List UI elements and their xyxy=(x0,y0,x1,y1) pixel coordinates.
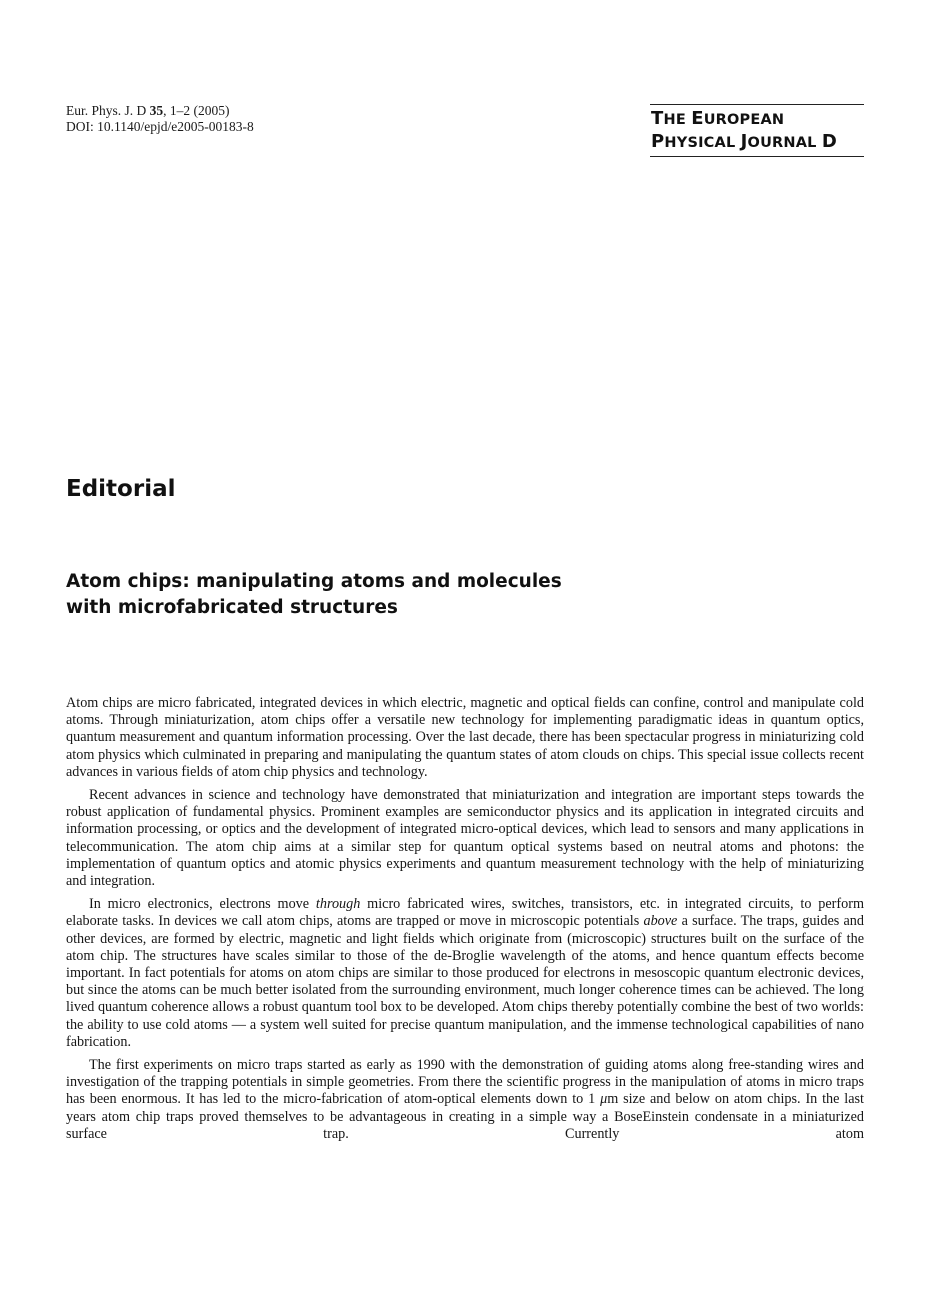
paragraph-1: Atom chips are micro fabricated, integrated devices in which electric, magnetic and optical fields can confine, control and manipulate cold atoms. Through miniaturization, atom chips offer a versatile new technology for implementing paradigmatic ideas in quantum optics, quantum measurement and quantum information processing. Over the last decade, there has been spectacular progress in miniaturizing cold atom physics which culminated in preparing and manipulating the quantum states of atom clouds on chips. This special issue collects recent advances in various fields of atom chip physics and technology. xyxy=(66,695,864,780)
paragraph-3: In micro electronics, electrons move through micro fabricated wires, switches, transistors, etc. in integrated circuits, to perform elaborate tasks. In devices we call atom chips, atoms are trapped or move in microscopic potentials above a surface. The traps, guides and other devices, are formed by electric, magnetic and light fields which originate from (microscopic) structures built on the surface of the atom chip. The structures have scales similar to those of the de-Broglie wavelength of the atoms, and hence quantum effects become important. In fact potentials for atoms on atom chips are similar to those produced for electrons in mesoscopic quantum electronic devices, but since the atoms can be much better isolated from the surrounding environment, much longer coherence times can be achieved. The long lived quantum coherence allows a robust quantum tool box to be developed. Atom chips thereby potentially combine the best of two worlds: the ability to use cold atoms — a system well suited for precise quantum manipulation, and the immense technological capabilities of nano fabrication. xyxy=(66,896,864,1050)
journal-mark-line-2: PHYSICAL JOURNAL D xyxy=(651,131,838,152)
citation-journal: Eur. Phys. J. D xyxy=(66,103,147,118)
journal-logo-mark xyxy=(650,104,864,157)
article-title xyxy=(66,569,562,621)
doi-line: DOI: 10.1140/epjd/e2005-00183-8 xyxy=(66,119,254,134)
article-title-line-1: Atom chips: manipulating atoms and molecules xyxy=(66,571,562,592)
article-title-line-2: with microfabricated structures xyxy=(66,597,398,618)
journal-mark-line-1: THE EUROPEAN xyxy=(651,108,785,129)
emphasis-above: above xyxy=(643,913,678,930)
mu-symbol: μ xyxy=(600,1091,608,1108)
emphasis-through: through xyxy=(315,896,361,913)
section-label: Editorial xyxy=(66,476,176,502)
paragraph-2: Recent advances in science and technology have demonstrated that miniaturization and integration are important steps towards the robust application of fundamental physics. Prominent examples are semiconductor physics and its application in integrated circuits and information processing, or optics and the development of integrated micro-optical devices, which lead to sensors and many applications in telecommunication. The atom chip aims at a similar step for quantum optical systems based on neutral atoms and photons: the implementation of quantum optics and atomic physics experiments and quantum measurement technology with the help of miniaturizing and integration. xyxy=(66,787,864,890)
article-body xyxy=(66,695,864,1149)
citation-line xyxy=(66,103,254,119)
citation-volume: 35 xyxy=(149,103,164,118)
paragraph-4: The first experiments on micro traps started as early as 1990 with the demonstration of guiding atoms along free-standing wires and investigation of the trapping potentials in simple geometries. From there the scientific progress in the manipulation of atoms in micro traps has been enormous. It has led to the micro-fabrication of atom-optical elements down to 1 μm size and below on atom chips. In the last years atom chip traps proved themselves to be advantageous in creating in a simple way a BoseEinstein condensate in a miniaturized surface trap. Currently atom xyxy=(66,1057,864,1142)
citation-block xyxy=(66,103,254,135)
citation-pages-year: , 1–2 (2005) xyxy=(163,103,230,118)
